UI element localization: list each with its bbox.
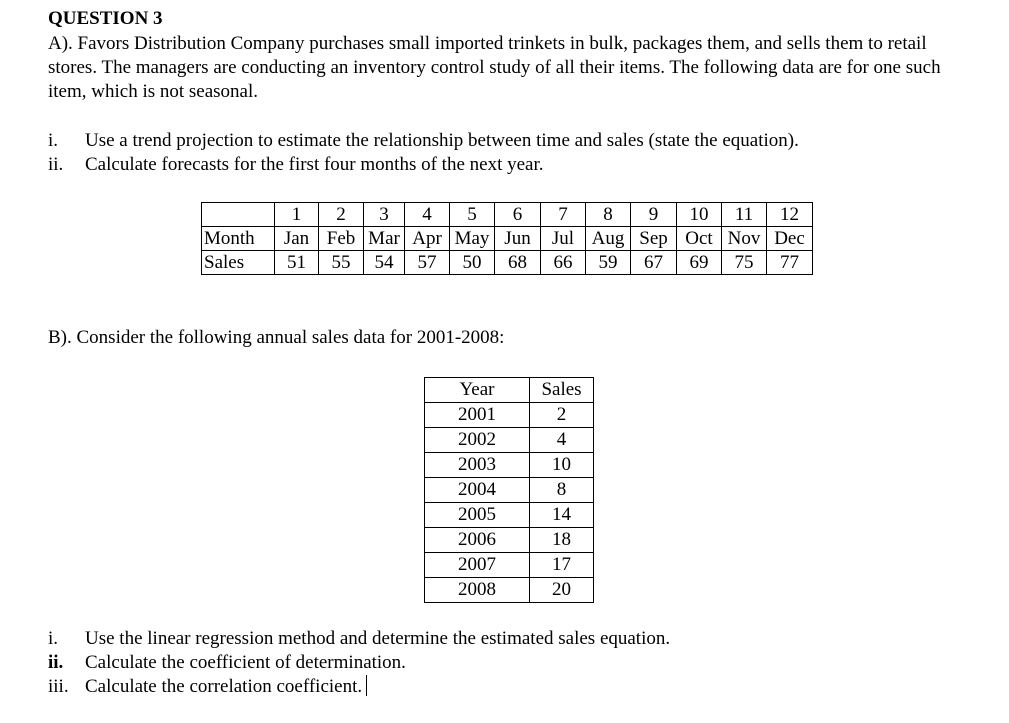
period-cell: 6 [495, 203, 541, 227]
question-number: i. [48, 628, 59, 649]
month-cell: Jul [541, 227, 586, 251]
year-cell: 2006 [425, 528, 530, 553]
question-item [48, 675, 670, 699]
question-text: Calculate forecasts for the first four months of the next year. [85, 154, 544, 175]
period-cell: 3 [364, 203, 405, 227]
sales-cell: 18 [530, 528, 594, 553]
period-cell: 5 [450, 203, 495, 227]
month-cell: Dec [767, 227, 813, 251]
question-number: i. [48, 130, 59, 151]
month-cell: Mar [364, 227, 405, 251]
sales-cell: 59 [586, 251, 631, 275]
year-cell: 2008 [425, 578, 530, 603]
year-cell: 2001 [425, 403, 530, 428]
column-header-year: Year [425, 378, 530, 403]
month-cell: May [450, 227, 495, 251]
table-row [425, 478, 594, 503]
month-cell: Jun [495, 227, 541, 251]
period-cell: 8 [586, 203, 631, 227]
table-row [425, 403, 594, 428]
part-a-intro: A). Favors Distribution Company purchases small imported trinkets in bulk, packages them, and sells them to retail stores. The managers are conducting an inventory control study of all their items. The following data are for one such item, which is not seasonal. [48, 33, 941, 102]
period-cell: 1 [275, 203, 319, 227]
sales-cell: 4 [530, 428, 594, 453]
question-title: QUESTION 3 [48, 8, 163, 29]
table-row [425, 428, 594, 453]
period-cell: 9 [631, 203, 677, 227]
sales-cell: 55 [319, 251, 364, 275]
question-item [48, 627, 670, 651]
year-cell: 2005 [425, 503, 530, 528]
annual-sales-table [424, 377, 594, 603]
year-cell: 2002 [425, 428, 530, 453]
table-corner-cell [202, 203, 275, 227]
row-header: Month [202, 227, 275, 251]
period-cell: 10 [677, 203, 722, 227]
sales-cell: 54 [364, 251, 405, 275]
year-cell: 2007 [425, 553, 530, 578]
question-item [48, 129, 799, 153]
sales-cell: 8 [530, 478, 594, 503]
question-text: Calculate the coefficient of determination. [85, 652, 406, 673]
month-row [202, 227, 813, 251]
period-row [202, 203, 813, 227]
sales-cell: 14 [530, 503, 594, 528]
month-cell: Jan [275, 227, 319, 251]
sales-cell: 51 [275, 251, 319, 275]
sales-cell: 57 [405, 251, 450, 275]
part-a-questions [48, 129, 799, 177]
question-number: ii. [48, 154, 64, 175]
row-header: Sales [202, 251, 275, 275]
question-number: iii. [48, 676, 69, 697]
table-row [425, 528, 594, 553]
question-text [85, 675, 367, 699]
part-b-questions [48, 627, 670, 699]
period-cell: 11 [722, 203, 767, 227]
sales-cell: 68 [495, 251, 541, 275]
period-cell: 7 [541, 203, 586, 227]
period-cell: 12 [767, 203, 813, 227]
monthly-sales-table [201, 202, 813, 275]
sales-row [202, 251, 813, 275]
part-b-intro: B). Consider the following annual sales data for 2001-2008: [48, 327, 505, 348]
sales-cell: 20 [530, 578, 594, 603]
month-cell: Sep [631, 227, 677, 251]
sales-cell: 66 [541, 251, 586, 275]
sales-cell: 77 [767, 251, 813, 275]
sales-cell: 67 [631, 251, 677, 275]
month-cell: Aug [586, 227, 631, 251]
sales-cell: 50 [450, 251, 495, 275]
header-row [425, 378, 594, 403]
question-text: Use a trend projection to estimate the relationship between time and sales (state the equation). [85, 130, 799, 151]
sales-cell: 75 [722, 251, 767, 275]
question-text: Use the linear regression method and determine the estimated sales equation. [85, 628, 671, 649]
table-row [425, 453, 594, 478]
month-cell: Apr [405, 227, 450, 251]
sales-cell: 10 [530, 453, 594, 478]
question-item [48, 651, 670, 675]
month-cell: Nov [722, 227, 767, 251]
table-row [425, 503, 594, 528]
table-row [425, 553, 594, 578]
year-cell: 2004 [425, 478, 530, 503]
question-text-content: Calculate the correlation coefficient. [85, 676, 363, 697]
year-cell: 2003 [425, 453, 530, 478]
month-cell: Feb [319, 227, 364, 251]
column-header-sales: Sales [530, 378, 594, 403]
text-cursor [366, 675, 367, 696]
month-cell: Oct [677, 227, 722, 251]
period-cell: 2 [319, 203, 364, 227]
period-cell: 4 [405, 203, 450, 227]
sales-cell: 69 [677, 251, 722, 275]
table-row [425, 578, 594, 603]
question-number: ii. [48, 652, 64, 673]
question-item [48, 153, 799, 177]
sales-cell: 17 [530, 553, 594, 578]
sales-cell: 2 [530, 403, 594, 428]
